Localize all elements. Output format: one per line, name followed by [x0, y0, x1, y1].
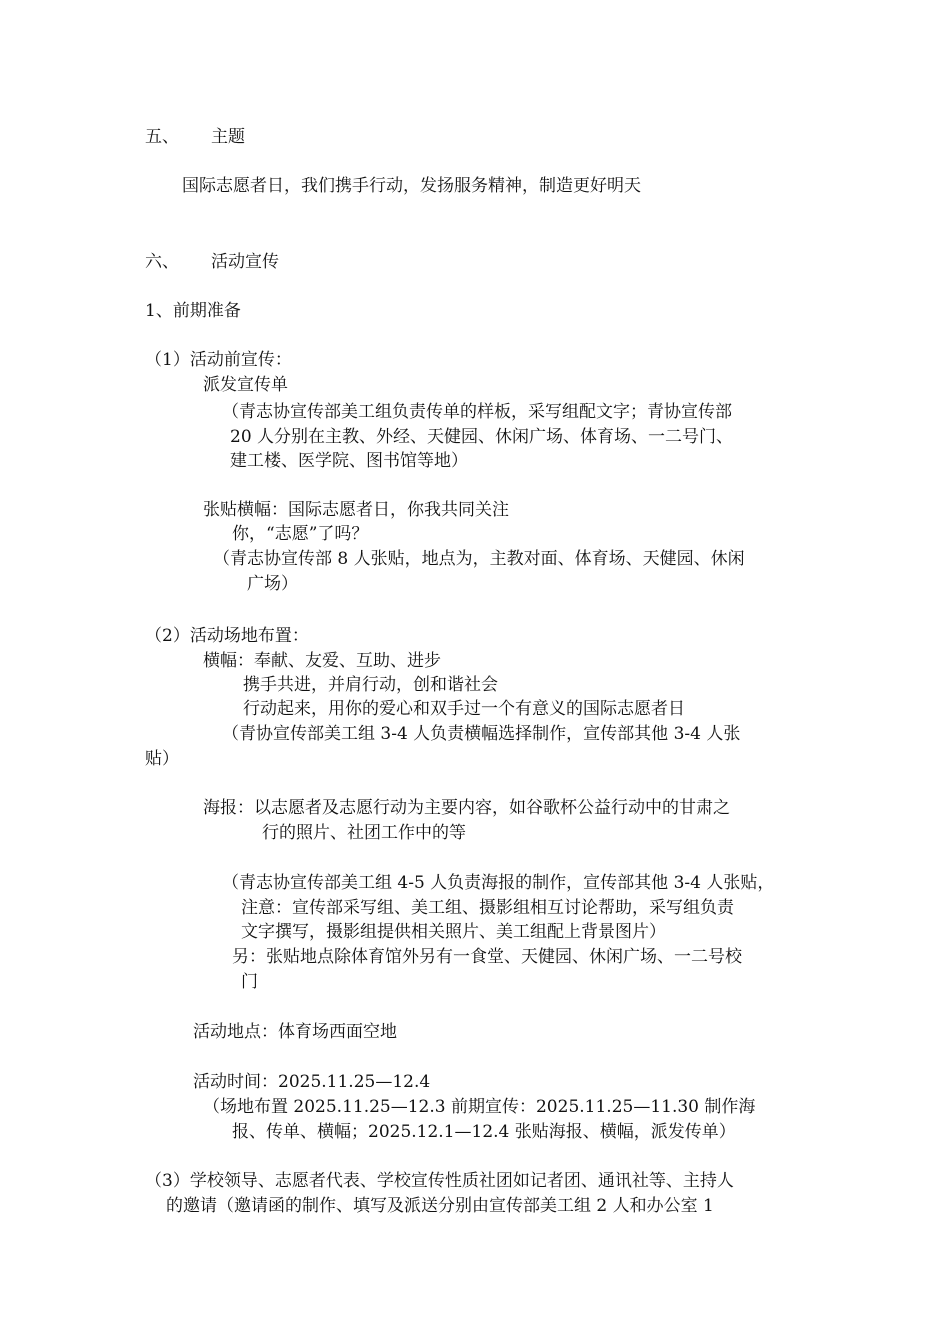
venue-banner-note: （青协宣传部美工组 3-4 人负责横幅选择制作，宣传部其他 3-4 人张: [222, 724, 741, 744]
poster-note-line: 门: [241, 972, 258, 992]
section-5-title: 主题: [211, 127, 245, 147]
venue-banner-line: 携手共进，并肩行动，创和谐社会: [243, 675, 498, 695]
poster-note-line: 另：张贴地点除体育馆外另有一食堂、天健园、休闲广场、一二号校: [232, 947, 742, 967]
poster-line: 海报：以志愿者及志愿行动为主要内容，如谷歌杯公益行动中的甘肃之: [203, 798, 730, 818]
flyer-note-line: 20 人分别在主教、外经、天健园、休闲广场、体育场、一二号门、: [230, 427, 734, 447]
section-5-number: 五、: [145, 127, 179, 147]
flyer-note-line: 建工楼、医学院、图书馆等地）: [230, 451, 468, 471]
banner-title: 张贴横幅：国际志愿者日，你我共同关注: [203, 500, 509, 520]
venue-banner-note: 贴）: [145, 749, 179, 769]
poster-note-line: （青志协宣传部美工组 4-5 人负责海报的制作，宣传部其他 3-4 人张贴，: [222, 873, 775, 893]
section-5-heading: [145, 126, 245, 149]
p2-heading: （2）活动场地布置：: [145, 626, 309, 646]
venue-banner-line: 横幅：奉献、友爱、互助、进步: [203, 651, 441, 671]
flyer-note-line: （青志协宣传部美工组负责传单的样板，采写组配文字；青协宣传部: [222, 402, 732, 422]
banner-note-line: （青志协宣传部 8 人张贴，地点为，主教对面、体育场、天健园、休闲: [213, 549, 745, 569]
prep-heading: 1、前期准备: [145, 301, 241, 321]
theme-text: 国际志愿者日，我们携手行动，发扬服务精神，制造更好明天: [182, 176, 641, 196]
venue-text: 活动地点：体育场西面空地: [193, 1022, 397, 1042]
poster-line: 行的照片、社团工作中的等: [262, 823, 466, 843]
section-6-number: 六、: [145, 252, 179, 272]
section-6-title: 活动宣传: [211, 252, 279, 272]
poster-note-line: 注意：宣传部采写组、美工组、摄影组相互讨论帮助，采写组负责: [241, 898, 734, 918]
section-6-heading: [145, 251, 279, 274]
p3-line: （3）学校领导、志愿者代表、学校宣传性质社团如记者团、通讯社等、主持人: [145, 1171, 734, 1191]
poster-note-line: 文字撰写，摄影组提供相关照片、美工组配上背景图片）: [241, 922, 666, 942]
p3-line: 的邀请（邀请函的制作、填写及派送分别由宣传部美工组 2 人和办公室 1: [166, 1196, 714, 1216]
banner-note-line: 广场）: [247, 574, 298, 594]
flyer-title: 派发宣传单: [203, 375, 288, 395]
time-note-line: （场地布置 2025.11.25—12.3 前期宣传：2025.11.25—11.30 制作海: [203, 1097, 756, 1117]
time-note-line: 报、传单、横幅；2025.12.1—12.4 张贴海报、横幅，派发传单）: [232, 1122, 736, 1142]
p1-heading: （1）活动前宣传：: [145, 350, 292, 370]
venue-banner-line: 行动起来，用你的爱心和双手过一个有意义的国际志愿者日: [243, 699, 685, 719]
banner-slogan: 你，“志愿”了吗？: [232, 524, 369, 544]
time-text: 活动时间：2025.11.25—12.4: [193, 1072, 431, 1092]
